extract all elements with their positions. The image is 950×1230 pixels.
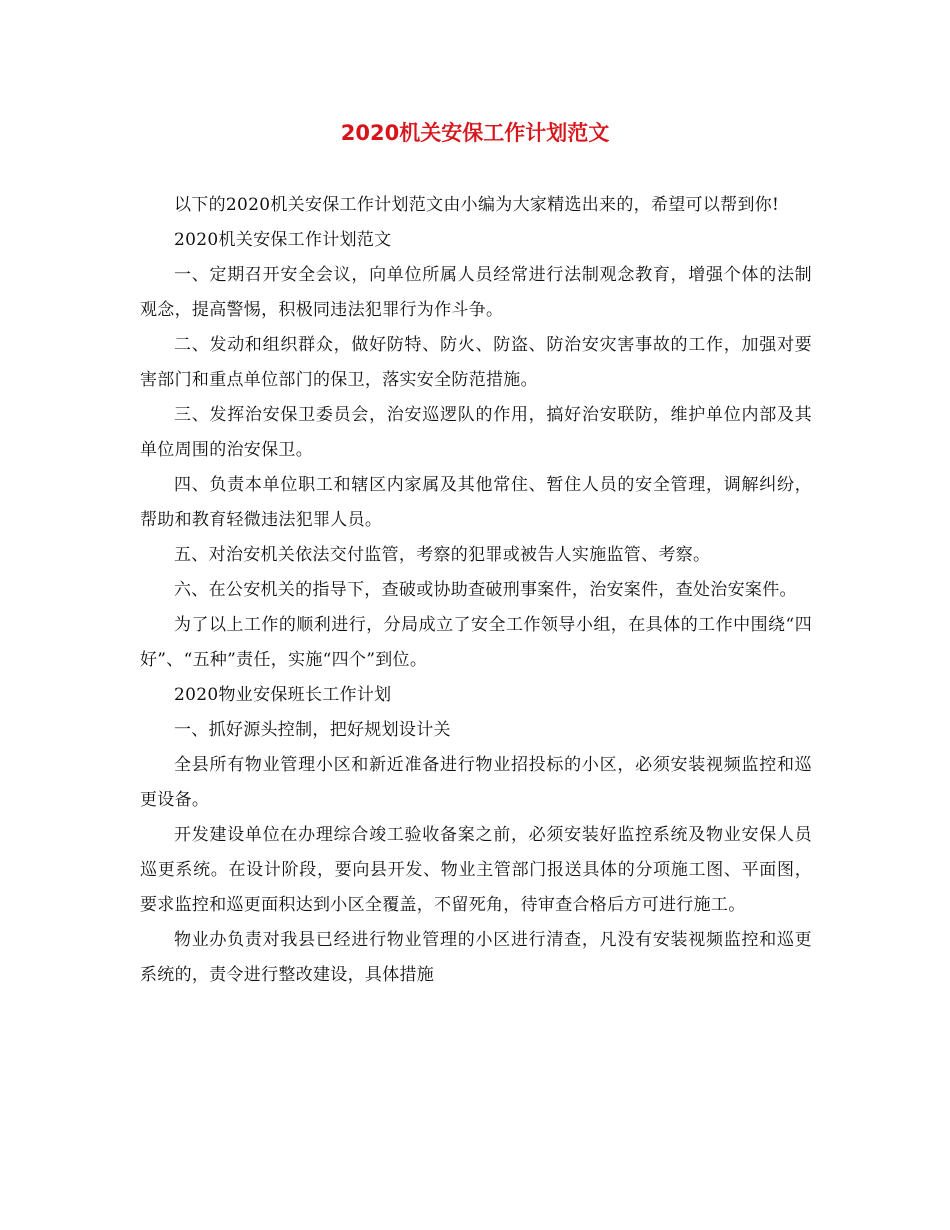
paragraph-intro: 以下的2020机关安保工作计划范文由小编为大家精选出来的，希望可以帮到你! (174, 195, 780, 215)
paragraph-subtitle-1: 2020机关安保工作计划范文 (174, 230, 392, 250)
paragraph-section-1-body-1: 全县所有物业管理小区和新近准备进行物业招投标的小区，必须安装视频监控和巡更设备。 (140, 755, 812, 810)
paragraph-item-1: 一、定期召开安全会议，向单位所属人员经常进行法制观念教育，增强个体的法制观念，提高警惕，积极同违法犯罪行为作斗争。 (140, 265, 812, 320)
paragraph-summary: 为了以上工作的顺利进行，分局成立了安全工作领导小组，在具体的工作中围绕“四好”、“五种”责任，实施“四个”到位。 (140, 615, 812, 670)
paragraph-subtitle-2: 2020物业安保班长工作计划 (174, 685, 392, 705)
paragraph-section-1-body-2: 开发建设单位在办理综合竣工验收备案之前，必须安装好监控系统及物业安保人员巡更系统。在设计阶段，要向县开发、物业主管部门报送具体的分项施工图、平面图，要求监控和巡更面积达到小区全覆盖，不留死角，待审查合格后方可进行施工。 (140, 825, 812, 915)
document-body (140, 188, 812, 993)
paragraph-section-1-heading: 一、抓好源头控制，把好规划设计关 (174, 720, 451, 740)
paragraph-item-6: 六、在公安机关的指导下，查破或协助查破刑事案件，治安案件，查处治安案件。 (174, 580, 797, 600)
paragraph-item-2: 二、发动和组织群众，做好防特、防火、防盗、防治安灾害事故的工作，加强对要害部门和重点单位部门的保卫，落实安全防范措施。 (140, 335, 812, 390)
paragraph-item-5: 五、对治安机关依法交付监管，考察的犯罪或被告人实施监管、考察。 (174, 545, 711, 565)
paragraph-item-4: 四、负责本单位职工和辖区内家属及其他常住、暂住人员的安全管理，调解纠纷，帮助和教育轻微违法犯罪人员。 (140, 475, 812, 530)
paragraph-item-3: 三、发挥治安保卫委员会，治安巡逻队的作用，搞好治安联防，维护单位内部及其单位周围的治安保卫。 (140, 405, 812, 460)
paragraph-section-1-body-3: 物业办负责对我县已经进行物业管理的小区进行清查，凡没有安装视频监控和巡更系统的，责令进行整改建设，具体措施 (140, 930, 812, 985)
document-title: 2020机关安保工作计划范文 (340, 121, 610, 145)
